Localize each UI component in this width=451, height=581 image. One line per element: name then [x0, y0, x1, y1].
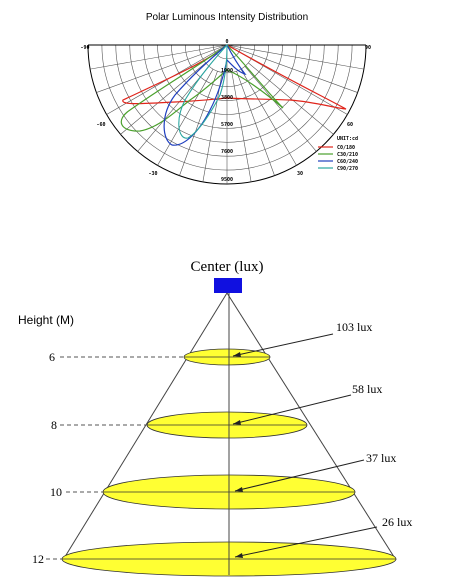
- polar-spoke: [232, 72, 251, 182]
- legend-label-c60-240: C60/240: [337, 159, 359, 165]
- radial-label-3800: 3800: [220, 95, 234, 101]
- angle-label-zero: 0: [225, 39, 229, 45]
- polar-legend: [318, 136, 358, 172]
- height-label-8: 8: [51, 418, 57, 432]
- angle-label-left-90: -90: [80, 45, 90, 51]
- height-label-10: 10: [50, 485, 62, 499]
- height-markers: [32, 350, 184, 566]
- angle-label-left-30: -30: [148, 171, 158, 177]
- angle-label-right-90: 90: [364, 45, 372, 51]
- lamp-fixture: [214, 278, 242, 293]
- angle-label-right-30: 30: [296, 171, 304, 177]
- height-axis-label: Height (M): [18, 313, 75, 327]
- legend-label-c30-210: C30/210: [337, 152, 359, 158]
- polar-spoke: [241, 69, 297, 165]
- height-label-6: 6: [49, 350, 55, 364]
- polar-grid: [88, 45, 366, 184]
- center-lux-title: Center (lux): [190, 259, 264, 275]
- radial-label-9500: 9500: [220, 177, 234, 183]
- radial-label-7600: 7600: [220, 149, 234, 155]
- lux-leader-6: [233, 334, 333, 356]
- legend-label-c0-180: C0/180: [337, 145, 356, 151]
- height-label-12: 12: [32, 552, 44, 566]
- legend-label-c90-270: C90/270: [337, 166, 359, 172]
- curve-c0-180: [123, 45, 346, 109]
- legend-unit: UNIT:cd: [337, 136, 359, 142]
- radial-label-5700: 5700: [220, 122, 234, 128]
- lux-value-8: 58 lux: [352, 382, 383, 396]
- angle-label-right-60: 60: [346, 122, 354, 128]
- radial-label-1900: 1900: [220, 68, 234, 74]
- polar-chart-title: Polar Luminous Intensity Distribution: [145, 12, 309, 23]
- angle-label-left-60: -60: [96, 122, 106, 128]
- polar-spoke: [179, 71, 217, 175]
- lux-value-6: 103 lux: [336, 320, 373, 334]
- lux-value-12: 26 lux: [382, 515, 413, 529]
- lux-value-10: 37 lux: [366, 451, 397, 465]
